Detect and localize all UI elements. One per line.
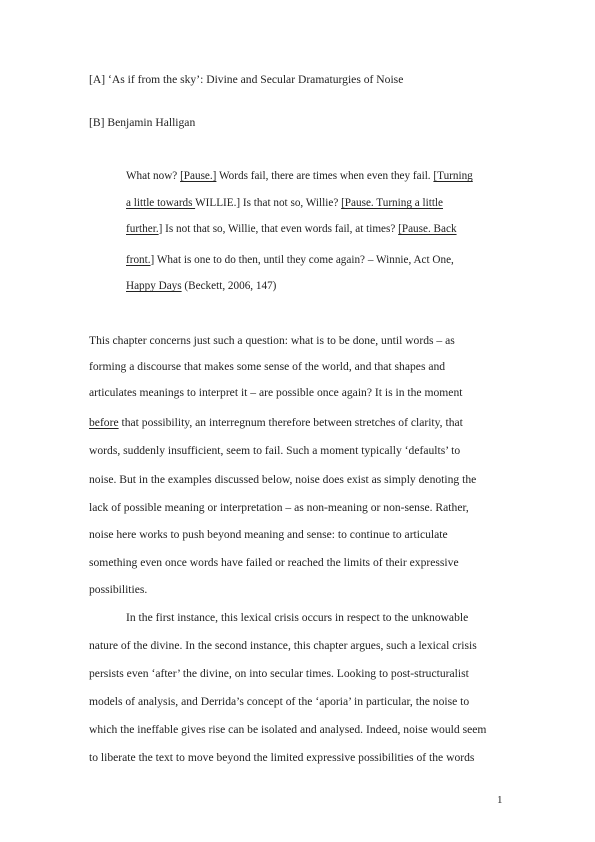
quote-line <box>126 196 443 210</box>
body-line: lack of possible meaning or interpretation – as non-meaning or non-sense. Rather, <box>89 501 469 514</box>
quote-text: What now? <box>126 170 181 182</box>
body-line: which the ineffable gives rise can be isolated and analysed. Indeed, noise would seem <box>89 723 487 736</box>
body-line: persists even ‘after’ the divine, on into secular times. Looking to post-structuralist <box>89 667 469 680</box>
body-line: articulates meanings to interpret it – are possible once again? It is in the moment <box>89 386 463 399</box>
quote-text: WILLIE.] Is that not so, Willie? <box>195 197 342 209</box>
citation: (Beckett, 2006, 147) <box>181 280 277 292</box>
body-line: possibilities. <box>89 583 148 596</box>
body-line: noise. But in the examples discussed below, noise does exist as simply denoting the <box>89 473 477 486</box>
body-line: In the first instance, this lexical crisis occurs in respect to the unknowable <box>126 611 469 624</box>
body-line: to liberate the text to move beyond the limited expressive possibilities of the words <box>89 751 475 764</box>
body-line: forming a discourse that makes some sense of the world, and that shapes and <box>89 360 446 373</box>
body-line: This chapter concerns just such a question: what is to be done, until words – as <box>89 334 455 347</box>
stage-direction: front. <box>126 254 151 266</box>
body-text: that possibility, an interregnum therefore between stretches of clarity, that <box>118 416 463 429</box>
stage-direction: [Turning <box>433 170 473 182</box>
quote-text: ] What is one to do then, until they come again? – Winnie, Act One, <box>150 254 454 266</box>
stage-direction: [Pause. Turning a little <box>341 197 444 209</box>
author-line: [B] Benjamin Halligan <box>89 116 196 129</box>
body-line: words, suddenly insufficient, seem to fail. Such a moment typically ‘defaults’ to <box>89 444 461 457</box>
quote-line <box>126 222 457 236</box>
body-line: nature of the divine. In the second instance, this chapter argues, such a lexical crisis <box>89 639 477 652</box>
quote-line <box>126 279 276 293</box>
quote-text: ] Is not that so, Willie, that even words fail, at times? <box>158 223 399 235</box>
body-line <box>89 416 463 430</box>
page-number: 1 <box>497 794 503 806</box>
play-title: Happy Days <box>126 280 182 292</box>
body-line: noise here works to push beyond meaning and sense: to continue to articulate <box>89 528 448 541</box>
chapter-title: [A] ‘As if from the sky’: Divine and Secular Dramaturgies of Noise <box>89 73 404 86</box>
stage-direction: further. <box>126 223 159 235</box>
stage-direction: [Pause.] <box>180 170 217 182</box>
stage-direction: a little towards <box>126 197 196 209</box>
quote-text: Words fail, there are times when even they fail. <box>216 170 434 182</box>
quote-line <box>126 253 454 267</box>
stage-direction: [Pause. Back <box>398 223 457 235</box>
body-line: models of analysis, and Derrida’s concept of the ‘aporia’ in particular, the noise to <box>89 695 470 708</box>
quote-line <box>126 169 473 183</box>
body-line: something even once words have failed or reached the limits of their expressive <box>89 556 459 569</box>
emphasis-word: before <box>89 416 119 429</box>
